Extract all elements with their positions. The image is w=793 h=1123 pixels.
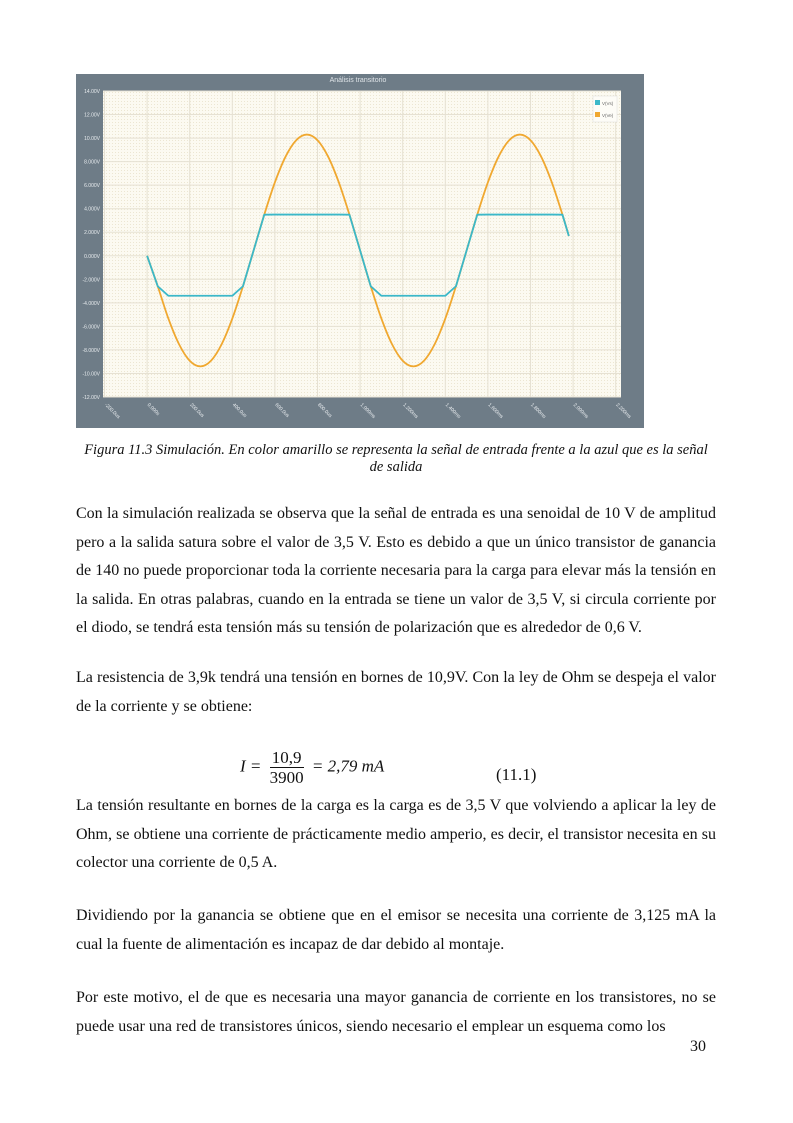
x-tick-label: 1.600ms (486, 402, 505, 420)
y-tick-label: -8.000V (82, 347, 100, 354)
transient-analysis-chart (76, 74, 644, 428)
paragraph-resistance: La resistencia de 3,9k tendrá una tensión en bornes de 10,9V. Con la ley de Ohm se despeja el valor de la corriente y se obtiene: (76, 669, 716, 715)
figure-caption: Figura 11.3 Simulación. En color amarillo se representa la señal de entrada frente a la azul que es la señal de salida (84, 442, 708, 475)
y-tick-label: 2.000V (84, 230, 100, 237)
legend-label-vs: V(Vs) (602, 101, 614, 106)
y-tick-label: -6.000V (82, 324, 100, 331)
x-tick-label: 400.0us (230, 402, 248, 419)
y-tick-label: 10.00V (84, 136, 100, 143)
y-tick-label: -10.00V (82, 371, 100, 378)
equation-fraction (270, 748, 304, 787)
x-tick-label: 0.000s (145, 402, 161, 418)
y-tick-label: 4.000V (84, 206, 100, 213)
x-tick-label: 800.0us (316, 402, 333, 419)
y-tick-label: -4.000V (82, 300, 100, 307)
x-tick-label: 2.200ms (614, 402, 633, 420)
y-tick-label: 6.000V (84, 183, 100, 190)
legend-label-ve: V(Ve) (602, 113, 614, 118)
equation-numerator: 10,9 (270, 748, 304, 768)
paragraph-simulation: Con la simulación realizada se observa que la señal de entrada es una senoidal de 10 V de amplitud pero a la salida satura sobre el valor de 3,5 V. Esto es debido a que un único transistor de ganancia de 140 no puede proporcionar toda la corriente necesaria para la carga para elevar más la tensión en la salida. En otras palabras, cuando en la entrada se tiene un valor de 3,5 V, si circula corriente por el diodo, se tendrá esta tensión más su tensión de polarización que es alrededor de 0,6 V. (76, 505, 716, 637)
legend (593, 96, 617, 122)
equation-current (240, 748, 384, 787)
y-tick-label: 0.000V (84, 253, 100, 260)
x-tick-label: 2.000ms (571, 402, 590, 420)
x-tick-label: 1.400ms (443, 402, 462, 420)
page-number: 30 (690, 1038, 706, 1055)
equation-number: (11.1) (496, 765, 537, 784)
paragraph-motivation: Por este motivo, el de que es necesaria una mayor ganancia de corriente en los transistores, no se puede usar una red de transistores únicos, siendo necesario el emplear un esquema como los (76, 989, 716, 1035)
x-tick-label: 1.000ms (358, 402, 377, 420)
legend-swatch-ve (595, 112, 600, 117)
y-tick-label: 12.00V (84, 112, 100, 119)
equation-lhs: I = (240, 756, 262, 776)
y-tick-label: -2.000V (82, 277, 100, 284)
plot-area (103, 91, 621, 397)
x-tick-label: 200.0us (188, 402, 206, 419)
chart-title: Análisis transitorio (329, 77, 387, 84)
y-tick-label: -12.00V (82, 395, 100, 401)
x-tick-label: 600.0us (273, 402, 291, 419)
equation-rhs: = 2,79 mA (311, 756, 385, 776)
paragraph-gain: Dividiendo por la ganancia se obtiene que en el emisor se necesita una corriente de 3,125 mA la cual la fuente de alimentación es incapaz de dar debido al montaje. (76, 907, 716, 953)
y-tick-label: 8.000V (84, 159, 100, 166)
y-tick-label: 14.00V (84, 89, 100, 95)
x-tick-label: 1.800ms (529, 402, 547, 420)
paragraph-load-voltage: La tensión resultante en bornes de la carga es la carga es de 3,5 V que volviendo a aplicar la ley de Ohm, se obtiene una corriente de prácticamente medio amperio, es decir, el transistor necesita en su colector una corriente de 0,5 A. (76, 797, 716, 872)
equation-denominator: 3900 (269, 768, 304, 787)
x-tick-label: 1.200ms (401, 402, 420, 420)
x-tick-label: -200.0us (103, 402, 122, 421)
legend-swatch-vs (595, 100, 600, 105)
